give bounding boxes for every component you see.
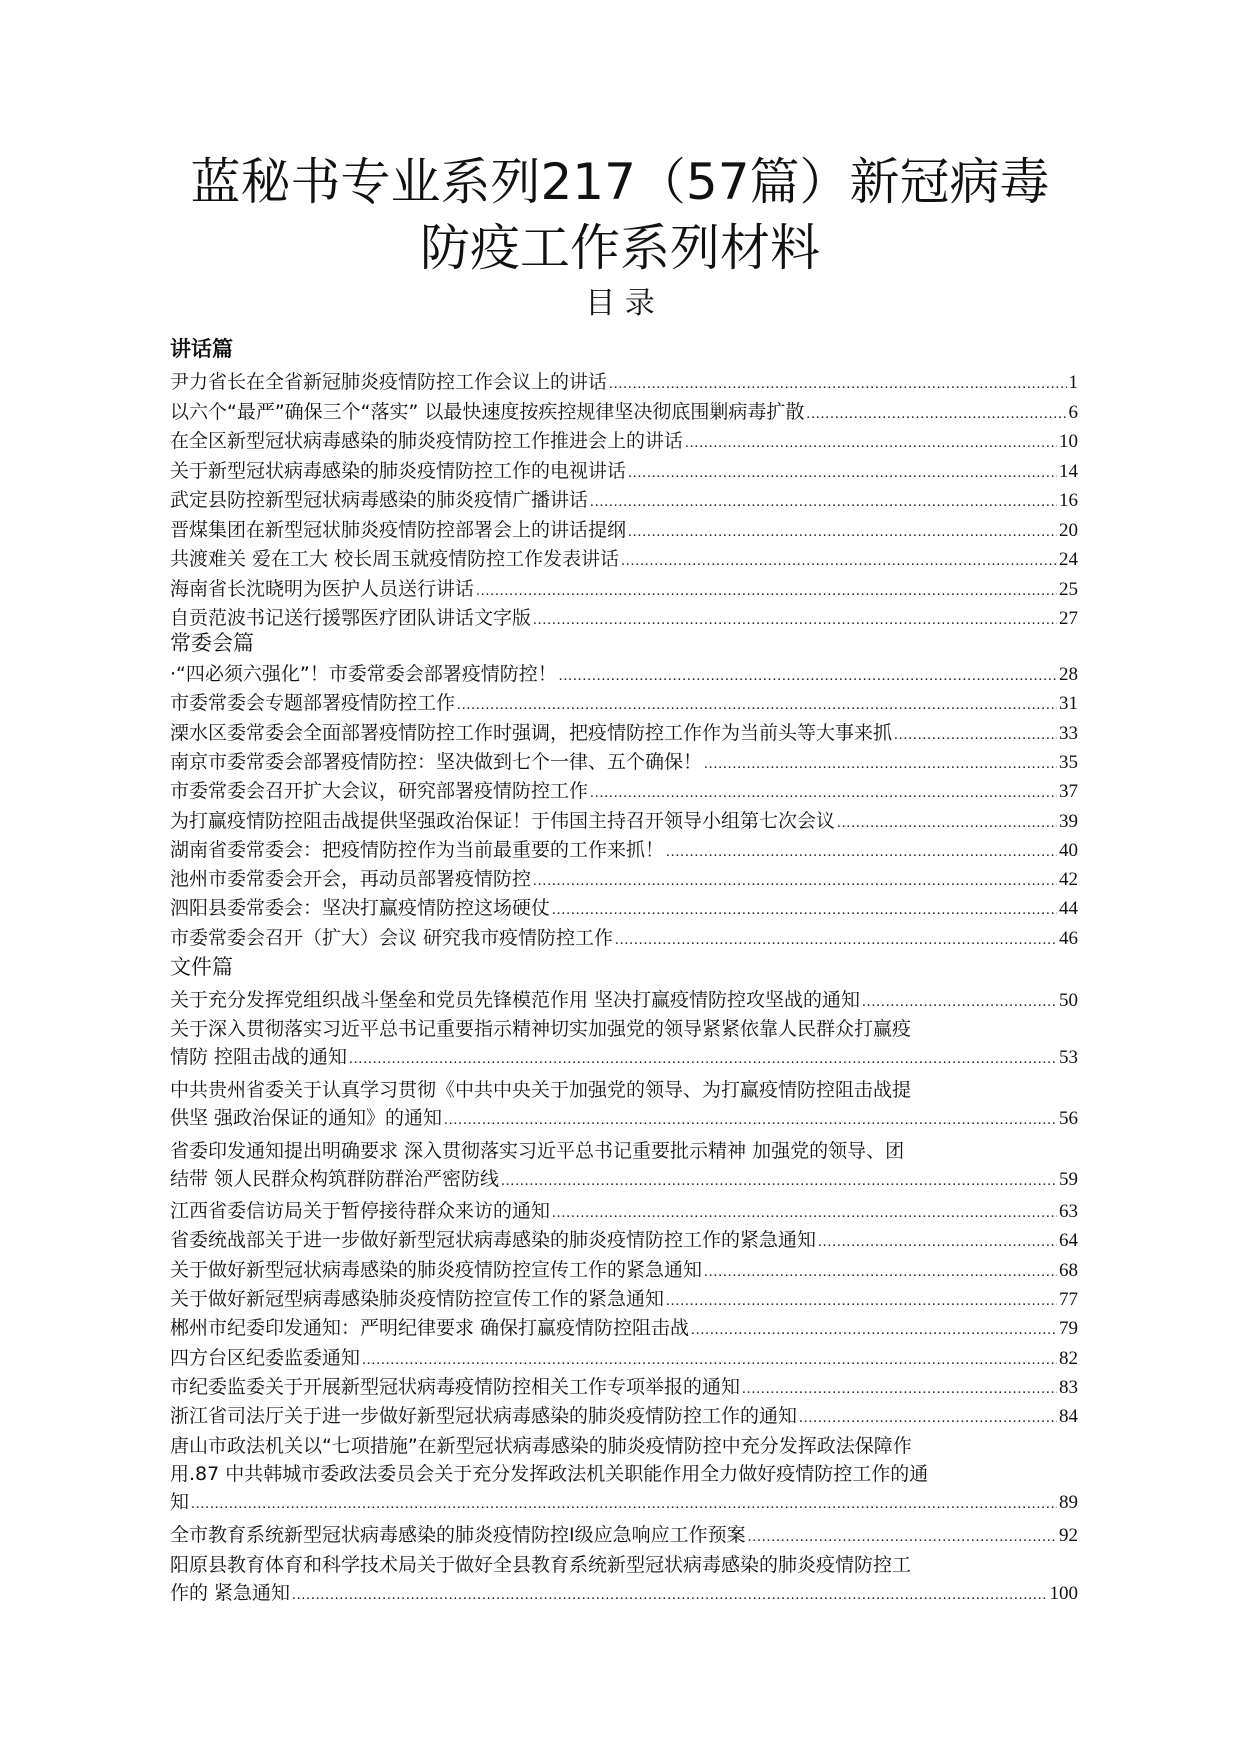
toc-entry-page-number: 59 <box>1059 1168 1078 1190</box>
dot-leader <box>894 721 1057 747</box>
toc-entry-page-number: 53 <box>1059 1047 1078 1069</box>
dot-leader <box>444 1106 1057 1132</box>
dot-leader <box>748 1523 1057 1549</box>
toc-entry[interactable] <box>170 516 1078 544</box>
toc-entry[interactable] <box>170 924 1078 952</box>
toc-entry-title: 供坚 强政治保证的通知》的通知 <box>170 1106 443 1129</box>
toc-entry-title: 武定县防控新型冠状病毒感染的肺炎疫情广播讲话 <box>170 489 589 511</box>
dot-leader <box>666 838 1057 864</box>
toc-entry-title: 关于做好新冠型病毒感染肺炎疫情防控宣传工作的紧急通知 <box>170 1288 665 1310</box>
dot-leader <box>362 1346 1057 1372</box>
toc-entry-text-line: 用.87 中共韩城市委政法委员会关于充分发挥政法机关职能作用全力做好疫情防控工作的通 <box>170 1462 929 1485</box>
toc-entry-page-number: 50 <box>1059 990 1078 1011</box>
dot-leader <box>476 577 1057 603</box>
toc-entry[interactable] <box>170 836 1078 864</box>
dot-leader <box>191 1490 1057 1516</box>
toc-entry-page-number: 77 <box>1059 1289 1078 1310</box>
dot-leader <box>818 1228 1057 1254</box>
toc-entry-text-line: 唐山市政法机关以“七项措施”在新型冠状病毒感染的肺炎疫情防控中充分发挥政法保障作 <box>170 1434 912 1457</box>
toc-entry-page-number: 89 <box>1059 1491 1078 1513</box>
toc-entry[interactable] <box>170 1137 1078 1193</box>
toc-entry[interactable] <box>170 1344 1078 1372</box>
toc-entry-title: 尹力省长在全省新冠肺炎疫情防控工作会议上的讲话 <box>170 371 608 393</box>
toc-entry-page-number: 20 <box>1059 519 1078 541</box>
toc-entry[interactable] <box>170 1551 1078 1607</box>
dot-leader <box>533 606 1057 632</box>
toc-entry-page-number: 92 <box>1059 1525 1078 1547</box>
toc-entry-page-number: 14 <box>1059 460 1078 482</box>
toc-entry-page-number: 44 <box>1059 898 1078 920</box>
toc-entry-page-number: 64 <box>1059 1230 1078 1252</box>
toc-entry[interactable] <box>170 1285 1078 1313</box>
toc-entry[interactable] <box>170 1076 1078 1132</box>
toc-entry-title: 以六个“最严”确保三个“落实” 以最快速度按疾控规律坚决彻底围剿病毒扩散 <box>170 400 805 423</box>
toc-entry-page-number: 6 <box>1068 401 1078 423</box>
toc-entry-text-line: 关于深入贯彻落实习近平总书记重要指示精神切实加强党的领导紧紧依靠人民群众打赢疫 <box>170 1018 912 1041</box>
toc-entry-title: 四方台区纪委监委通知 <box>170 1346 361 1369</box>
toc-heading: 目 录 <box>585 286 655 321</box>
toc-entry[interactable] <box>170 986 1078 1014</box>
toc-entry-title: 为打赢疫情防控阻击战提供坚强政治保证！于伟国主持召开领导小组第七次会议 <box>170 809 836 832</box>
toc-entry[interactable] <box>170 689 1078 717</box>
toc-entry-title: 晋煤集团在新型冠状肺炎疫情防控部署会上的讲话提纲 <box>170 518 627 541</box>
toc-entry-title: 湖南省委常委会：把疫情防控作为当前最重要的工作来抓！ <box>170 838 665 861</box>
toc-entry-page-number: 79 <box>1059 1318 1078 1340</box>
toc-entry[interactable] <box>170 545 1078 573</box>
toc-entry-page-number: 83 <box>1059 1376 1078 1398</box>
toc-entry-page-number: 39 <box>1059 810 1078 832</box>
toc-entry[interactable] <box>170 427 1078 455</box>
toc-entry[interactable] <box>170 457 1078 485</box>
toc-entry-title: 全市教育系统新型冠状病毒感染的肺炎疫情防控Ⅰ级应急响应工作预案 <box>170 1524 746 1547</box>
dot-leader <box>349 1045 1057 1071</box>
toc-entry-page-number: 40 <box>1059 839 1078 861</box>
toc-entry[interactable] <box>170 1432 1078 1516</box>
toc-entry-page-number: 37 <box>1059 781 1078 803</box>
dot-leader <box>666 1287 1057 1313</box>
dot-leader <box>742 1375 1057 1401</box>
section-heading: 文件篇 <box>170 955 233 979</box>
dot-leader <box>704 1258 1057 1284</box>
dot-leader <box>552 896 1057 922</box>
dot-leader <box>457 691 1057 717</box>
toc-entry-page-number: 1 <box>1068 372 1078 393</box>
toc-entry[interactable] <box>170 1197 1078 1225</box>
toc-entry-page-number: 31 <box>1059 693 1078 715</box>
toc-entry-title: 市委常委会召开（扩大）会议 研究我市疫情防控工作 <box>170 926 614 949</box>
toc-entry-title: 情防 控阻击战的通知 <box>170 1046 348 1069</box>
toc-entry-title: 知 <box>170 1490 190 1513</box>
dot-leader <box>615 926 1057 952</box>
toc-entry-text-line: 省委印发通知提出明确要求 深入贯彻落实习近平总书记重要批示精神 加强党的领导、团 <box>170 1139 905 1162</box>
toc-entry-title: 南京市委常委会部署疫情防控：坚决做到七个一律、五个确保！ <box>170 750 703 773</box>
toc-entry[interactable] <box>170 719 1078 747</box>
toc-entry-title: 池州市委常委会开会，再动员部署疫情防控 <box>170 868 532 891</box>
toc-entry-title: 共渡难关 爱在工大 校长周玉就疫情防控工作发表讲话 <box>170 548 620 570</box>
dot-leader <box>501 1167 1057 1193</box>
dot-leader <box>292 1581 1047 1607</box>
toc-entry-text-line: 阳原县教育体育和科学技术局关于做好全县教育系统新型冠状病毒感染的肺炎疫情防控工 <box>170 1553 912 1576</box>
toc-entry-title: 省委统战部关于进一步做好新型冠状病毒感染的肺炎疫情防控工作的紧急通知 <box>170 1229 817 1252</box>
toc-entry-title: 在全区新型冠状病毒感染的肺炎疫情防控工作推进会上的讲话 <box>170 430 684 452</box>
toc-entry-title: 浙江省司法厅关于进一步做好新型冠状病毒感染的肺炎疫情防控工作的通知 <box>170 1405 798 1428</box>
toc-entry-page-number: 100 <box>1049 1582 1078 1604</box>
toc-entry-title: 江西省委信访局关于暂停接待群众来访的通知 <box>170 1200 551 1223</box>
dot-leader <box>533 867 1057 893</box>
toc-entry-page-number: 46 <box>1059 927 1078 949</box>
toc-entry-page-number: 42 <box>1059 869 1078 891</box>
toc-entry-page-number: 16 <box>1059 490 1078 511</box>
toc-entry-title: 结带 领人民群众构筑群防群治严密防线 <box>170 1167 500 1190</box>
toc-entry[interactable] <box>170 398 1078 426</box>
toc-entry-page-number: 10 <box>1059 431 1078 452</box>
toc-entry[interactable] <box>170 368 1078 396</box>
dot-leader <box>609 370 1066 396</box>
toc-entry-page-number: 33 <box>1059 722 1078 744</box>
toc-entry-page-number: 84 <box>1059 1406 1078 1428</box>
dot-leader <box>559 662 1057 688</box>
dot-leader <box>806 400 1066 426</box>
toc-entry[interactable] <box>170 660 1078 688</box>
toc-entry-title: 市委常委会召开扩大会议，研究部署疫情防控工作 <box>170 780 589 803</box>
toc-entry-title: 海南省长沈晓明为医护人员送行讲话 <box>170 577 475 600</box>
toc-entry[interactable] <box>170 1402 1078 1430</box>
toc-entry-title: 市委常委会专题部署疫情防控工作 <box>170 692 456 715</box>
toc-entry-title: 郴州市纪委印发通知：严明纪律要求 确保打赢疫情防控阻击战 <box>170 1317 690 1340</box>
toc-entry[interactable] <box>170 1314 1078 1342</box>
toc-entry-title: 关于做好新型冠状病毒感染的肺炎疫情防控宣传工作的紧急通知 <box>170 1258 703 1281</box>
dot-leader <box>621 547 1057 573</box>
dot-leader <box>628 518 1057 544</box>
toc-entry-title: ·“四必须六强化”！市委常委会部署疫情防控！ <box>170 663 557 685</box>
toc-entry[interactable] <box>170 1226 1078 1254</box>
toc-entry[interactable] <box>170 604 1078 632</box>
dot-leader <box>685 429 1057 455</box>
document-title-line1: 蓝秘书专业系列217（57篇）新冠病毒 <box>190 153 1050 211</box>
toc-entry-page-number: 68 <box>1059 1259 1078 1281</box>
toc-entry-title: 作的 紧急通知 <box>170 1581 291 1604</box>
toc-entry[interactable] <box>170 894 1078 922</box>
toc-entry-title: 溧水区委常委会全面部署疫情防控工作时强调，把疫情防控工作作为当前头等大事来抓 <box>170 721 893 744</box>
toc-entry-title: 关于新型冠状病毒感染的肺炎疫情防控工作的电视讲话 <box>170 459 627 482</box>
toc-entry-title: 市纪委监委关于开展新型冠状病毒疫情防控相关工作专项举报的通知 <box>170 1375 741 1398</box>
dot-leader <box>691 1316 1057 1342</box>
dot-leader <box>799 1404 1057 1430</box>
toc-entry-page-number: 25 <box>1059 578 1078 600</box>
dot-leader <box>862 988 1057 1014</box>
toc-entry-page-number: 28 <box>1059 664 1078 685</box>
dot-leader <box>704 750 1057 776</box>
toc-entry-text-line: 中共贵州省委关于认真学习贯彻《中共中央关于加强党的领导、为打赢疫情防控阻击战提 <box>170 1078 912 1101</box>
toc-entry[interactable] <box>170 748 1078 776</box>
toc-entry[interactable] <box>170 1521 1078 1549</box>
document-title-line2: 防疫工作系列材料 <box>420 219 820 277</box>
toc-entry-page-number: 27 <box>1059 608 1078 629</box>
section-heading: 讲话篇 <box>170 337 233 361</box>
dot-leader <box>590 779 1057 805</box>
toc-entry-page-number: 82 <box>1059 1347 1078 1369</box>
toc-entry[interactable] <box>170 1256 1078 1284</box>
toc-entry-page-number: 56 <box>1059 1107 1078 1129</box>
toc-entry[interactable] <box>170 1373 1078 1401</box>
toc-entry[interactable] <box>170 865 1078 893</box>
toc-entry-title: 关于充分发挥党组织战斗堡垒和党员先锋模范作用 坚决打赢疫情防控攻坚战的通知 <box>170 989 861 1011</box>
toc-entry[interactable] <box>170 1015 1078 1071</box>
dot-leader <box>590 488 1057 514</box>
toc-entry-page-number: 35 <box>1059 751 1078 773</box>
toc-entry[interactable] <box>170 575 1078 603</box>
section-heading: 常委会篇 <box>170 631 254 655</box>
dot-leader <box>837 809 1057 835</box>
toc-entry[interactable] <box>170 486 1078 514</box>
dot-leader <box>628 459 1057 485</box>
toc-entry-title: 泗阳县委常委会：坚决打赢疫情防控这场硬仗 <box>170 897 551 920</box>
toc-entry-title: 自贡范波书记送行援鄂医疗团队讲话文字版 <box>170 607 532 629</box>
toc-entry-page-number: 63 <box>1059 1201 1078 1223</box>
dot-leader <box>552 1199 1057 1225</box>
toc-entry[interactable] <box>170 777 1078 805</box>
toc-entry[interactable] <box>170 807 1078 835</box>
toc-entry-page-number: 24 <box>1059 549 1078 570</box>
